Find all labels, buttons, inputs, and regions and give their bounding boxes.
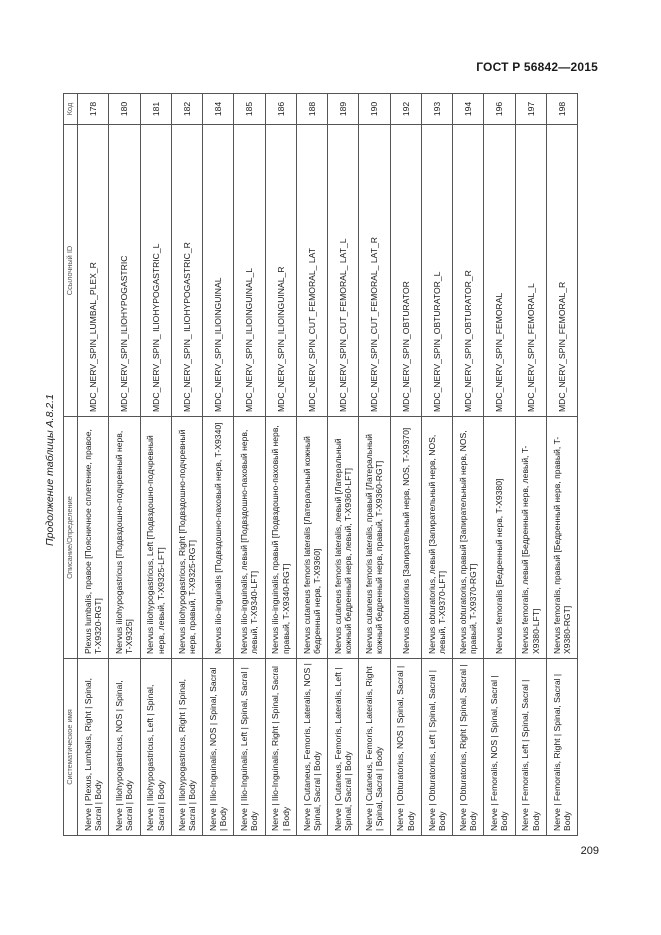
cell-systematic-name: Nerve | Iliohypogastricus, Right | Spinal, Sacral | Body <box>171 659 202 836</box>
terms-table <box>63 93 578 836</box>
table-row <box>234 94 265 836</box>
cell-ref-id: MDC_NERV_SPIN_FEMORAL_L <box>515 125 546 417</box>
table-row <box>203 94 234 836</box>
table-row <box>140 94 171 836</box>
table-row <box>390 94 421 836</box>
cell-ref-id: MDC_NERV_SPIN_ ILIOHYPOGASTRIC_L <box>140 125 171 417</box>
cell-description: Nervus obturatorius [Запирательный нерв, NOS, T-X9370] <box>390 417 421 659</box>
cell-systematic-name: Nerve | Ilio-Inguinalis, Right | Spinal, Sacral | Body <box>265 659 296 836</box>
cell-code: 193 <box>421 94 452 125</box>
table-row <box>484 94 515 836</box>
cell-code: 194 <box>453 94 484 125</box>
cell-description: Plexus lumbalis, правое [Поясничное сплетение, правое, T-X9320-RGT] <box>78 417 109 659</box>
column-header-systematic-name: Систематическое имя <box>64 659 78 836</box>
cell-systematic-name: Nerve | Ilio-Inguinalis, Left | Spinal, Sacral | Body <box>234 659 265 836</box>
cell-systematic-name: Nerve | Plexus, Lumbalis, Right | Spinal, Sacral | Body <box>78 659 109 836</box>
cell-code: 178 <box>78 94 109 125</box>
cell-ref-id: MDC_NERV_SPIN_OBTURATOR <box>390 125 421 417</box>
table-row <box>109 94 140 836</box>
cell-description: Nervus iliohypogastricus [Подвздошно-подчревный нерв, T-X9325] <box>109 417 140 659</box>
cell-description: Nervus femoralis, правый [Бедренный нерв, правый, T-X9380-RGT] <box>546 417 577 659</box>
cell-code: 198 <box>546 94 577 125</box>
cell-description: Nervus cutaneus femoris lateralis [Латеральный кожный бедренный нерв, T-X9360] <box>296 417 327 659</box>
cell-systematic-name: Nerve | Cutaneus, Femoris, Lateralis, Right | Spinal, Sacral | Body <box>359 659 390 836</box>
cell-description: Nervus obturatorius, левый [Запирательный нерв, NOS, левый, T-X9370-LFT] <box>421 417 452 659</box>
table-row <box>546 94 577 836</box>
cell-code: 185 <box>234 94 265 125</box>
caption-container <box>40 90 60 850</box>
cell-systematic-name: Nerve | Femoralis, Right | Spinal, Sacral | Body <box>546 659 577 836</box>
cell-description: Nervus femoralis [Бедренный нерв, T-X9380] <box>484 417 515 659</box>
cell-description: Nervus ilio-inguinalis, левый [Подвздошно-паховый нерв, левый, T-X9340-LFT] <box>234 417 265 659</box>
cell-description: Nervus cutaneus femoris lateralis, правый [Латеральный кожный бедренный нерв, правый, T-X9360-RGT] <box>359 417 390 659</box>
cell-code: 192 <box>390 94 421 125</box>
table-row <box>328 94 359 836</box>
cell-code: 181 <box>140 94 171 125</box>
cell-ref-id: MDC_NERV_SPIN_ILIOINGUINAL <box>203 125 234 417</box>
cell-code: 182 <box>171 94 202 125</box>
cell-systematic-name: Nerve | Iliohypogastricus, Left | Spinal, Sacral | Body <box>140 659 171 836</box>
cell-description: Nervus femoralis, левый [Бедренный нерв, левый, T-X9380-LFT] <box>515 417 546 659</box>
cell-ref-id: MDC_NERV_SPIN_CUT_FEMORAL_ LAT_L <box>328 125 359 417</box>
column-header-description: Описание/Определение <box>64 417 78 659</box>
table-caption: Продолжение таблицы А.8.2.1 <box>44 394 56 546</box>
cell-ref-id: MDC_NERV_SPIN_OBTURATOR_L <box>421 125 452 417</box>
cell-systematic-name: Nerve | Obturatorius, NOS | Spinal, Sacral | Body <box>390 659 421 836</box>
cell-systematic-name: Nerve | Cutaneus, Femoris, Lateralis, Left | Spinal, Sacral | Body <box>328 659 359 836</box>
cell-description: Nervus iliohypogastricus, Left [Подвздошно-подчревный нерв, левый, T-X9325-LFT] <box>140 417 171 659</box>
cell-description: Nervus obturatorius, правый [Запирательный нерв, NOS, правый, T-X9370-RGT] <box>453 417 484 659</box>
cell-code: 184 <box>203 94 234 125</box>
cell-code: 188 <box>296 94 327 125</box>
cell-ref-id: MDC_NERV_SPIN_FEMORAL <box>484 125 515 417</box>
table-header-row <box>64 94 78 836</box>
cell-ref-id: MDC_NERV_SPIN_CUT_FEMORAL_ LAT <box>296 125 327 417</box>
cell-ref-id: MDC_NERV_SPIN_ ILIOHYPOGASTRIC_R <box>171 125 202 417</box>
table-row <box>265 94 296 836</box>
cell-ref-id: MDC_NERV_SPIN_LUMBAL_PLEX_R <box>78 125 109 417</box>
cell-systematic-name: Nerve | Cutaneus, Femoris, Lateralis, NOS | Spinal, Sacral | Body <box>296 659 327 836</box>
cell-systematic-name: Nerve | Iliohypogastricus, NOS | Spinal, Sacral | Body <box>109 659 140 836</box>
table-row <box>453 94 484 836</box>
cell-description: Nervus ilio-inguinalis [Подвздошно-паховый нерв, T-X9340] <box>203 417 234 659</box>
table-frame <box>63 94 578 836</box>
standard-code: ГОСТ Р 56842—2015 <box>476 60 598 74</box>
cell-code: 186 <box>265 94 296 125</box>
cell-systematic-name: Nerve | Femoralis, NOS | Spinal, Sacral | Body <box>484 659 515 836</box>
cell-ref-id: MDC_NERV_SPIN_ILIOHYPOGASTRIC <box>109 125 140 417</box>
cell-systematic-name: Nerve | Obturatorius, Right | Spinal, Sacral | Body <box>453 659 484 836</box>
cell-ref-id: MDC_NERV_SPIN_CUT_FEMORAL_ LAT_R <box>359 125 390 417</box>
cell-code: 189 <box>328 94 359 125</box>
column-header-code: Код <box>64 94 78 125</box>
table-row <box>359 94 390 836</box>
table-row <box>421 94 452 836</box>
cell-ref-id: MDC_NERV_SPIN_FEMORAL_R <box>546 125 577 417</box>
cell-description: Nervus cutaneus femoris lateralis, левый [Латеральный кожный бедренный нерв, левый, T-X9360-LFT] <box>328 417 359 659</box>
column-header-ref-id: Ссылочный ID <box>64 125 78 417</box>
table-row <box>296 94 327 836</box>
rotated-table-container <box>63 94 578 836</box>
table-row <box>78 94 109 836</box>
page-number: 209 <box>580 845 599 857</box>
cell-ref-id: MDC_NERV_SPIN_OBTURATOR_R <box>453 125 484 417</box>
cell-description: Nervus iliohypogastricus, Right [Подвздошно-подчревный нерв, правый, T-X9325-RGT] <box>171 417 202 659</box>
cell-code: 197 <box>515 94 546 125</box>
cell-code: 180 <box>109 94 140 125</box>
table-body <box>78 94 578 836</box>
cell-ref-id: MDC_NERV_SPIN_ILIOINGUINAL_L <box>234 125 265 417</box>
cell-systematic-name: Nerve | Femoralis, Left | Spinal, Sacral | Body <box>515 659 546 836</box>
cell-code: 196 <box>484 94 515 125</box>
cell-ref-id: MDC_NERV_SPIN_ILIOINGUINAL_R <box>265 125 296 417</box>
cell-systematic-name: Nerve | Obturatorius, Left | Spinal, Sacral | Body <box>421 659 452 836</box>
table-row <box>515 94 546 836</box>
cell-code: 190 <box>359 94 390 125</box>
cell-systematic-name: Nerve | Ilio-Inguinalis, NOS | Spinal, Sacral | Body <box>203 659 234 836</box>
cell-description: Nervus ilio-inguinalis, правый [Подвздошно-паховый нерв, правый, T-X9340-RGT] <box>265 417 296 659</box>
table-row <box>171 94 202 836</box>
